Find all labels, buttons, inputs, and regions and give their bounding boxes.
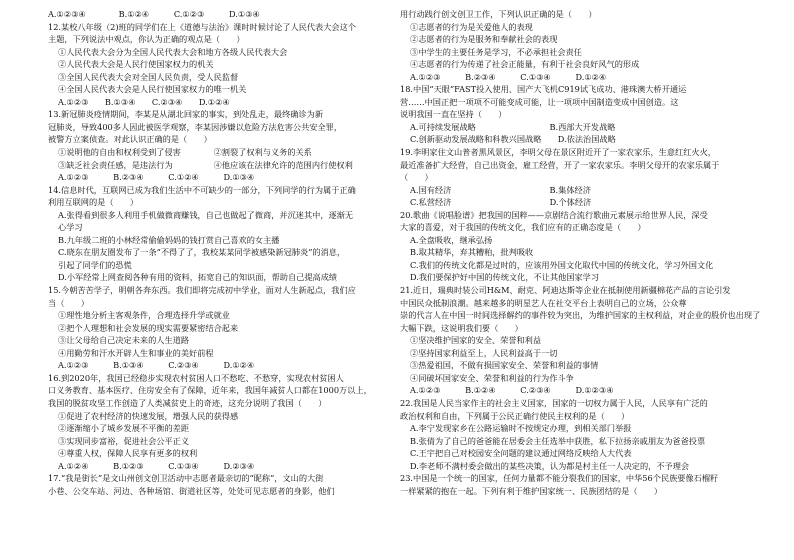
answer-option: A.①②③ B.①③④ C.②③④ D.①②④ bbox=[58, 360, 255, 371]
answer-option: ③热爱祖国，不做有损国家安全、荣誉和利益的事情 bbox=[410, 360, 599, 371]
answer-option: A.李宁发现家乡在公路运输时不按规定办理，到相关部门举报 bbox=[410, 423, 632, 434]
question-stem: 14.信息时代，互联网已成为我们生活中不可缺少的一部分，下列同学的行为属于正确 bbox=[48, 184, 356, 195]
question-stem-continued: 利用互联网的是（ ） bbox=[48, 197, 139, 208]
question-stem-continued: 小巷、公交车站、河边、各种场馆、街道社区等，处处可见志愿者的身影，他们 bbox=[48, 485, 335, 496]
question-number: 23. bbox=[400, 473, 414, 484]
answer-option: ①坚决维护国家的安全、荣誉和利益 bbox=[410, 335, 542, 346]
question-stem-continued: 口义务教育、基本医疗、住房安全有了保障，近年来，我国年减贫人口都在1000万以上， bbox=[48, 385, 372, 396]
answer-option: A.国有经济 B.集体经济 bbox=[410, 184, 591, 195]
question-block bbox=[400, 472, 772, 497]
question-block bbox=[400, 284, 772, 397]
question-stem-continued: 大幅下跌，这说明我们要（ ） bbox=[400, 322, 523, 333]
answer-option: ②人民代表大会是人民行使国家权力的机关 bbox=[58, 59, 214, 70]
answer-option: ①人民代表大会分为全国人民代表大会和地方各级人民代表大会 bbox=[58, 46, 288, 57]
question-stem: 22.我国是人民当家作主的社会主义国家，国家的一切权力属于人民，人民享有广泛的 bbox=[400, 397, 708, 408]
answer-option: ④尊重人权，保障人民享有更多的权利 bbox=[58, 448, 198, 459]
answer-option: C.晓东在朋友圈发布了一条“不得了了，我校某某同学被感染新冠肺炎”的消息， bbox=[58, 247, 346, 258]
answer-option: C.王宇把自己对校园安全问题的建议通过网络反映给人大代表 bbox=[410, 448, 632, 459]
question-stem: 20.歌曲《说唱脸谱》把我国的国粹——京剧结合流行歌曲元素展示给世界人民，深受 bbox=[400, 209, 708, 220]
question-stem: 18.中国“天眼”FAST投入使用、国产大飞机C919试飞成功、港珠澳大桥开通运 bbox=[400, 84, 687, 95]
answer-option: A.①②③ B.①②④ C.②③④ D.①②③④ bbox=[410, 385, 614, 396]
question-stem-continued: 崇的代言人在中国一时间选择解约的事件较为突出，为维护国家的主权利益，对企业的股价也出现了 bbox=[400, 310, 761, 321]
answer-option: ①说明他的自由和权利受到了侵害 ②割裂了权利与义务的关系 bbox=[58, 147, 312, 158]
answer-option: C.我们的传统文化都是过时的，应该用外国文化取代中国的传统文化，学习外国文化 bbox=[410, 259, 714, 270]
question-number: 14. bbox=[48, 184, 62, 195]
question-stem-continued: 大家的喜爱，对于我国的传统文化，我们应有的正确态度是（ ） bbox=[400, 222, 646, 233]
answer-option: C.私营经济 D.个体经济 bbox=[410, 197, 592, 208]
question-number: 15. bbox=[48, 285, 62, 296]
answer-option: ①理性地分析主客观条件，合理选择升学或就业 bbox=[58, 310, 230, 321]
answer-option: ②逐渐缩小了城乡发展不平衡的差距 bbox=[58, 423, 190, 434]
answer-option: A.张得看到很多人利用手机做微商赚钱，自己也做起了微商，并沉迷其中，逐渐无 bbox=[58, 209, 354, 220]
answer-option: D.李老师不满村委会做出的某些决策，认为都是村主任一人决定的，不予理会 bbox=[410, 460, 690, 471]
question-stem: 用行动践行创文创卫工作，下列认识正确的是（ ） bbox=[400, 9, 597, 19]
answer-option: 引起了同学们的恐慌 bbox=[58, 259, 132, 270]
question-block bbox=[400, 83, 772, 146]
question-block bbox=[48, 21, 420, 109]
question-stem: 21.近日，瑞典时装公司H&M、耐克、阿迪达斯等企业在抵制使用新疆棉花产品的言论引发 bbox=[400, 285, 731, 296]
answer-option: A.①②④ B.①②③ C.①③④ D.②③④ bbox=[58, 460, 255, 471]
answer-option: ③缺乏社会责任感，是违法行为 ④他应该在法律允许的范围内行使权利 bbox=[58, 159, 353, 170]
question-block bbox=[48, 184, 420, 284]
answer-option: ③全国人民代表大会对全国人民负责，受人民监督 bbox=[58, 71, 239, 82]
answer-option: ③中学生的主要任务是学习，不必承担社会责任 bbox=[410, 46, 582, 57]
answer-option: ①志愿者的行为是关爱他人的表现 bbox=[410, 21, 533, 32]
question-stem-continued: 中国民众抵制浪潮。越来越多的明星艺人在社交平台上表明自己的立场，公众尊 bbox=[400, 297, 687, 308]
answer-option: ②坚持国家利益至上，人民利益高于一切 bbox=[410, 347, 558, 358]
question-stem-continued: （ ） bbox=[400, 172, 433, 183]
answer-option: 心学习 bbox=[58, 222, 83, 233]
question-block bbox=[48, 8, 420, 21]
question-block bbox=[48, 372, 420, 472]
answer-option: B.取其精华，弃其糟粕，批判吸收 bbox=[410, 247, 534, 258]
answer-option: ③让父母给自己决定未来的人生道路 bbox=[58, 335, 190, 346]
question-number: 21. bbox=[400, 285, 414, 296]
question-stem-continued: 被警方立案侦查。对此认识正确的是（ ） bbox=[48, 134, 212, 145]
question-number: 22. bbox=[400, 397, 414, 408]
answer-option: A.全盘吸收，继承弘扬 bbox=[410, 234, 493, 245]
question-stem: 12.某校八年级（2)班的同学们在上《道德与法治》课时时候讨论了人民代表大会这个 bbox=[48, 21, 356, 32]
question-number: 17. bbox=[48, 473, 62, 484]
question-number: 20. bbox=[400, 209, 414, 220]
question-stem: 15.今朝苦苦学子，明朝各奔东西。我们即将完成初中学业，面对人生新起点，我们应 bbox=[48, 285, 356, 296]
answer-option: A.可持续发展战略 B.西部大开发战略 bbox=[410, 121, 616, 132]
question-stem: 16.到2020年，我国已经稳步实现农村贫困人口不愁吃、不愁穿，实现农村贫困人 bbox=[48, 372, 344, 383]
question-number: 16. bbox=[48, 372, 62, 383]
answer-option: ①促进了农村经济的快速发展，增强人民的获得感 bbox=[58, 410, 239, 421]
question-block bbox=[400, 146, 772, 209]
answer-option: B.九年级二班的小林经常偷偷妈妈的钱打赏自己喜欢的女主播 bbox=[58, 234, 280, 245]
question-number: 18. bbox=[400, 84, 414, 95]
answer-option: ④同破坏国家安全、荣誉和利益的行为作斗争 bbox=[410, 372, 574, 383]
question-number: 13. bbox=[48, 109, 62, 120]
question-stem-continued: 最近准备扩大经营，自己出资金，雇工经营，开了一家农家乐。李明父母开的农家乐属于 bbox=[400, 159, 720, 170]
question-number: 12. bbox=[48, 21, 62, 32]
question-stem-continued: 当（ ） bbox=[48, 297, 89, 308]
answer-option: ④志愿者的行为传递了社会正能量，有利于社会良好风气的形成 bbox=[410, 59, 640, 70]
question-stem-continued: 政治权利和自由，下列属于公民正确行使民主权利的是（ ） bbox=[400, 410, 630, 421]
answer-option: ③实现同步富裕，促进社会公平正义 bbox=[58, 435, 190, 446]
answer-option: ②把个人理想和社会发展的现实需要紧密结合起来 bbox=[58, 322, 239, 333]
question-stem-continued: 冠肺炎，导致400多人因此被医学观察，李某因涉嫌以危险方法危害公共安全罪， bbox=[48, 121, 343, 132]
question-stem: 13.新冠肺炎疫情期间，李某是从湖北回家的事实，到处乱走，最终确诊为新 bbox=[48, 109, 324, 120]
answer-option: A.①②③ B.①③④ C.②③④ D.①②④ bbox=[58, 96, 230, 107]
answer-option: A.①②③ B.②③④ C.①②④ D.①③④ bbox=[58, 172, 255, 183]
question-stem-continued: 说明我国一直在坚持（ ） bbox=[400, 109, 507, 120]
question-block bbox=[400, 8, 772, 83]
answer-option: ②志愿者的行为是服务和奉献社会的表现 bbox=[410, 34, 558, 45]
question-number: 19. bbox=[400, 147, 414, 158]
answer-option: D.我们要保护好中国的传统文化，不让其他国家学习 bbox=[410, 272, 600, 283]
question-stem-continued: 营……中国正把一项项不可能变成可能，让一项项中国制造变成中国创造。这 bbox=[400, 96, 679, 107]
left-column bbox=[48, 8, 420, 497]
question-stem: 19.李明家住文山普者黑风景区，李明父母在景区附近开了一家农家乐，生意红红火火， bbox=[400, 147, 716, 158]
question-stem: 23.中国是一个统一的国家，任何力量都不能分裂我们的国家，中华56个民族要像石榴籽 bbox=[400, 473, 719, 484]
answer-option: ④全国人民代表大会是人民行使国家权力的唯一机关 bbox=[58, 84, 247, 95]
question-block bbox=[48, 108, 420, 183]
answer-option: D.小军经常上网查阅各种有用的资料，拓宽自己的知识面，帮助自己提高成绩 bbox=[58, 272, 338, 283]
answer-option: B.张倩为了自己的爸爸能在居委会主任选举中获胜，私下拉扬亲戚朋友为爸爸投票 bbox=[410, 435, 706, 446]
question-stem: 17.“我是街长”是文山州创文创卫活动中志愿者最亲切的“昵称”，文山的大街 bbox=[48, 473, 324, 484]
question-block bbox=[48, 284, 420, 372]
question-block bbox=[400, 397, 772, 472]
answer-option: ④用勤劳和汗水开辟人生和事业的美好前程 bbox=[58, 347, 214, 358]
answer-option: C.创新驱动发展战略和科教兴国战略 D.依法治国战略 bbox=[410, 134, 616, 145]
question-stem-continued: 一样紧紧的抱在一起。下列有利于维护国家统一、民族团结的是（ ） bbox=[400, 485, 663, 496]
question-stem-continued: 主题，下列说法中观点，你认为正确的观点是（ ） bbox=[48, 34, 245, 45]
question-block bbox=[48, 472, 420, 497]
question-stem: A.①②③④ B.①②④ C.①②③ D.①③④ bbox=[48, 9, 260, 19]
question-stem-continued: 我国的脱贫攻坚工作创造了人类减贫史上的奇迹，这充分说明了我国（ ） bbox=[48, 397, 327, 408]
right-column bbox=[400, 8, 772, 497]
question-block bbox=[400, 209, 772, 284]
answer-option: A.①②③ B.②③④ C.①③④ D.①②④ bbox=[410, 71, 607, 82]
